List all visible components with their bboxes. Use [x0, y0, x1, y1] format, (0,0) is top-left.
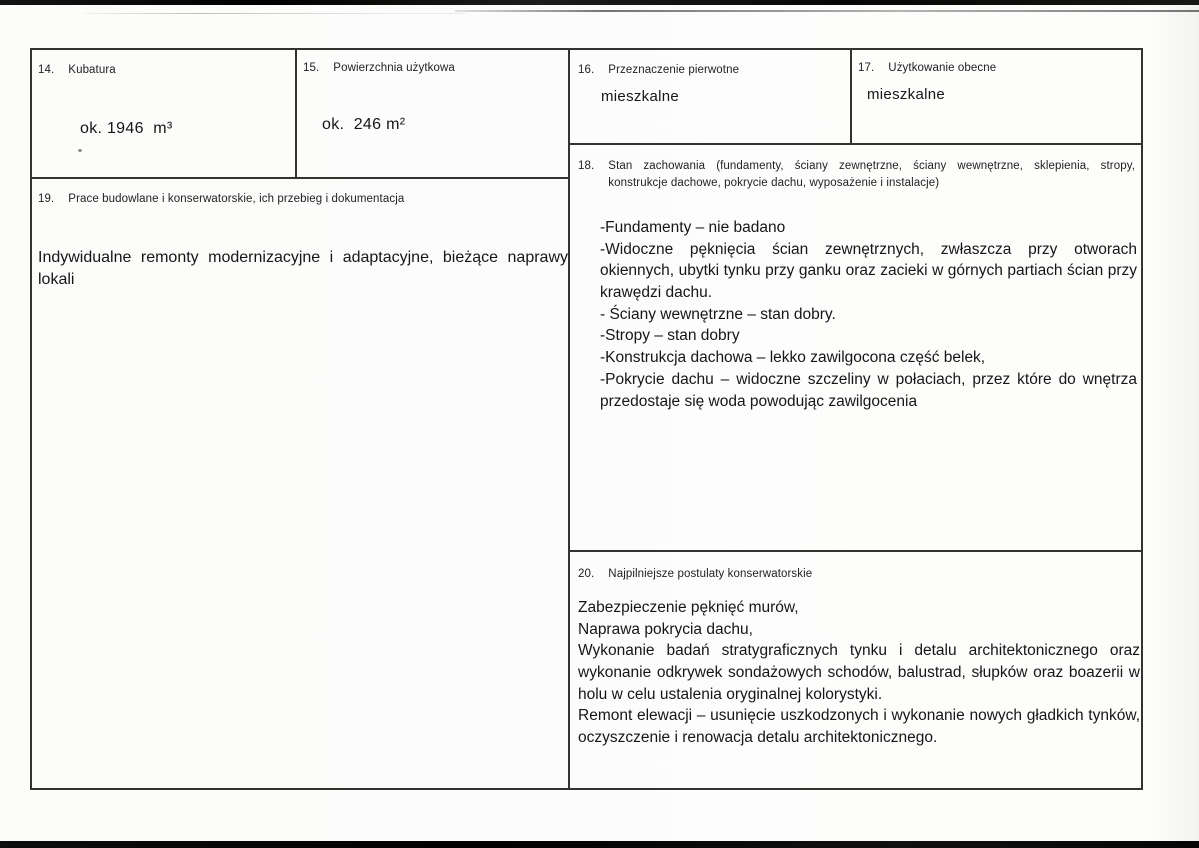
field-19-label [38, 191, 558, 208]
field-19-content [38, 247, 568, 292]
paragraph: -Konstrukcja dachowa – lekko zawilgocona część belek, [600, 349, 986, 367]
field-16-value: mieszkalne [601, 88, 680, 105]
field-18-label [578, 158, 1135, 191]
field-16-label [578, 62, 840, 79]
field-19-number: 19. [38, 193, 55, 205]
field-16-title: Przeznaczenie pierwotne [608, 64, 740, 76]
field-15-title: Powierzchnia użytkowa [333, 62, 455, 74]
scan-artifact-top-edge [0, 0, 1199, 5]
field-15-value: ok. 246 m² [322, 116, 406, 133]
field-17-value: mieszkalne [867, 86, 946, 103]
divider-vertical-middle [568, 50, 570, 788]
paragraph: -Widoczne pęknięcia ścian zewnętrznych, zwłaszcza przy otworach okiennych, ubytki tynku przy ganku oraz zacieki w górnych partiach ścian przy krawędzi dachu. [600, 240, 1137, 302]
field-15-label [303, 60, 561, 77]
paragraph: Zabezpieczenie pęknięć murów, [578, 599, 799, 616]
field-14-title: Kubatura [68, 64, 116, 76]
field-20-number: 20. [578, 568, 595, 580]
field-17-title: Użytkowanie obecne [888, 62, 997, 74]
field-18-number: 18. [578, 160, 595, 172]
divider-horizontal-right-row2 [568, 550, 1141, 552]
field-20-label [578, 566, 1128, 583]
field-14-number: 14. [38, 64, 55, 76]
field-14-label [38, 62, 288, 79]
field-20-content [578, 597, 1140, 749]
paragraph: Remont elewacji – usunięcie uszkodzonych i wykonanie nowych gładkich tynków, oczyszczenie i renowacja detalu architektonicznego. [578, 707, 1140, 747]
field-15-number: 15. [303, 62, 320, 74]
paragraph: Naprawa pokrycia dachu, [578, 620, 753, 638]
field-19-title: Prace budowlane i konserwatorskie, ich przebieg i dokumentacja [68, 193, 405, 205]
heritage-form-table [30, 48, 1143, 790]
divider-vertical-14-15 [295, 50, 297, 177]
paragraph: -Fundamenty – nie badano [600, 219, 786, 236]
divider-horizontal-left-row [32, 177, 570, 179]
scan-artifact-streak-light [85, 13, 465, 14]
paragraph: Indywidualne remonty modernizacyjne i adaptacyjne, bieżące naprawy lokali [38, 249, 568, 289]
field-18-content [600, 217, 1137, 412]
field-17-label [858, 60, 1132, 77]
field-17-number: 17. [858, 62, 875, 74]
field-14-value: ok. 1946 m³ [80, 120, 173, 137]
divider-horizontal-right-row1 [568, 143, 1141, 145]
scan-artifact-streak-dark [455, 10, 1199, 12]
paragraph: - Ściany wewnętrzne – stan dobry. [600, 305, 836, 323]
scan-artifact-bottom-edge [0, 841, 1199, 848]
field-20-title: Najpilniejsze postulaty konserwatorskie [608, 568, 813, 580]
field-16-number: 16. [578, 64, 595, 76]
field-18-title: Stan zachowania (fundamenty, ściany zewnętrzne, ściany wewnętrzne, sklepienia, stropy, konstrukcje dachowe, pokrycie dachu, wyposażenie i instalacje) [608, 160, 1135, 189]
paragraph: -Stropy – stan dobry [600, 327, 740, 345]
paragraph: Wykonanie badań stratygraficznych tynku i detalu architektonicznego oraz wykonanie odkrywek sondażowych schodów, balustrad, słupków oraz boazerii w holu w celu ustalenia oryginalnej kolorystyki. [578, 642, 1140, 703]
divider-vertical-16-17 [850, 50, 852, 143]
paragraph: -Pokrycie dachu – widoczne szczeliny w połaciach, przez które do wnętrza przedostaje się woda powodując zawilgocenia [600, 370, 1137, 410]
